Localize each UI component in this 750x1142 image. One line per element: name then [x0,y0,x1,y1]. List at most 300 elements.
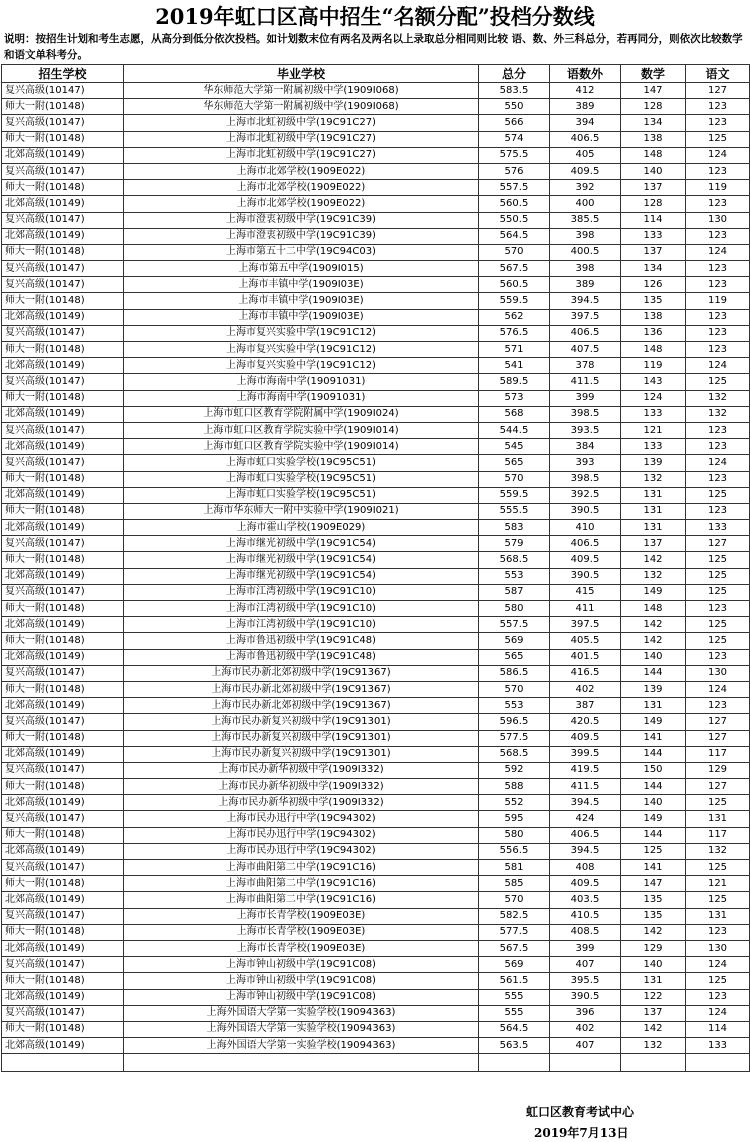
admitting-school-cell: 北郊高级(10149) [2,309,124,325]
table-body [2,83,750,1054]
cme-score-cell: 390.5 [550,568,621,584]
chinese-score-cell: 123 [686,503,750,519]
math-score-cell: 135 [621,908,686,924]
chinese-score-cell: 123 [686,342,750,358]
admitting-school-cell: 复兴高级(10147) [2,325,124,341]
cme-score-cell: 394.5 [550,843,621,859]
header-math: 数学 [621,65,686,83]
math-score-cell: 139 [621,455,686,471]
math-score-cell: 133 [621,228,686,244]
table-row [2,471,750,487]
chinese-score-cell: 123 [686,115,750,131]
graduating-school-cell: 上海市鲁迅初级中学(19C91C48) [124,649,479,665]
graduating-school-cell: 上海外国语大学第一实验学校(19094363) [124,1021,479,1037]
chinese-score-cell: 125 [686,374,750,390]
cme-score-cell: 392.5 [550,487,621,503]
chinese-score-cell: 125 [686,633,750,649]
total-score-cell: 576.5 [479,325,550,341]
graduating-school-cell: 上海市北虹初级中学(19C91C27) [124,115,479,131]
cme-score-cell: 407.5 [550,342,621,358]
admitting-school-cell: 师大一附(10148) [2,1021,124,1037]
math-score-cell: 149 [621,584,686,600]
math-score-cell: 138 [621,131,686,147]
admitting-school-cell: 复兴高级(10147) [2,212,124,228]
cme-score-cell: 406.5 [550,827,621,843]
chinese-score-cell: 125 [686,973,750,989]
math-score-cell: 133 [621,439,686,455]
table-row [2,649,750,665]
total-score-cell: 574 [479,131,550,147]
chinese-score-cell: 119 [686,180,750,196]
graduating-school-cell: 上海市虹口实验学校(19C95C51) [124,487,479,503]
table-row [2,681,750,697]
math-score-cell: 150 [621,762,686,778]
table-row [2,633,750,649]
math-score-cell: 126 [621,277,686,293]
cme-score-cell: 416.5 [550,665,621,681]
total-score-cell: 577.5 [479,730,550,746]
chinese-score-cell: 132 [686,406,750,422]
admitting-school-cell: 北郊高级(10149) [2,746,124,762]
table-row [2,940,750,956]
table-row [2,358,750,374]
chinese-score-cell: 124 [686,244,750,260]
total-score-cell: 575.5 [479,147,550,163]
graduating-school-cell: 上海市复兴实验中学(19C91C12) [124,358,479,374]
chinese-score-cell: 123 [686,649,750,665]
total-score-cell: 583 [479,520,550,536]
chinese-score-cell: 117 [686,827,750,843]
chinese-score-cell: 127 [686,714,750,730]
graduating-school-cell: 上海市第五中学(1909I015) [124,261,479,277]
cme-score-cell: 412 [550,83,621,99]
total-score-cell: 555 [479,1005,550,1021]
admitting-school-cell: 师大一附(10148) [2,973,124,989]
admitting-school-cell: 复兴高级(10147) [2,163,124,179]
chinese-score-cell: 123 [686,309,750,325]
graduating-school-cell: 上海市长青学校(1909E03E) [124,908,479,924]
cme-score-cell: 390.5 [550,989,621,1005]
math-score-cell: 142 [621,1021,686,1037]
chinese-score-cell: 125 [686,131,750,147]
graduating-school-cell: 上海市虹口区教育学院实验中学(1909I014) [124,439,479,455]
total-score-cell: 589.5 [479,374,550,390]
admitting-school-cell: 北郊高级(10149) [2,520,124,536]
admitting-school-cell: 北郊高级(10149) [2,147,124,163]
chinese-score-cell: 125 [686,568,750,584]
cme-score-cell: 424 [550,811,621,827]
math-score-cell: 149 [621,714,686,730]
admitting-school-cell: 北郊高级(10149) [2,795,124,811]
math-score-cell: 142 [621,633,686,649]
total-score-cell: 555 [479,989,550,1005]
graduating-school-cell: 上海市长青学校(1909E03E) [124,940,479,956]
graduating-school-cell: 上海市民办新华初级中学(1909I332) [124,779,479,795]
total-score-cell: 544.5 [479,422,550,438]
total-score-cell: 585 [479,876,550,892]
graduating-school-cell: 上海市丰镇中学(1909I03E) [124,293,479,309]
table-row [2,568,750,584]
table-row [2,520,750,536]
total-score-cell: 564.5 [479,1021,550,1037]
math-score-cell: 137 [621,1005,686,1021]
math-score-cell: 131 [621,520,686,536]
chinese-score-cell: 123 [686,601,750,617]
graduating-school-cell: 上海市江湾初级中学(19C91C10) [124,601,479,617]
table-row [2,228,750,244]
math-score-cell: 133 [621,406,686,422]
math-score-cell: 129 [621,940,686,956]
graduating-school-cell: 上海市继光初级中学(19C91C54) [124,536,479,552]
graduating-school-cell: 上海市丰镇中学(1909I03E) [124,309,479,325]
chinese-score-cell: 124 [686,681,750,697]
cme-score-cell: 409.5 [550,163,621,179]
table-row [2,374,750,390]
cme-score-cell: 402 [550,681,621,697]
header-chinese-math-english: 语数外 [550,65,621,83]
math-score-cell: 140 [621,957,686,973]
table-row [2,163,750,179]
total-score-cell: 577.5 [479,924,550,940]
cme-score-cell: 410.5 [550,908,621,924]
table-row [2,924,750,940]
math-score-cell: 147 [621,876,686,892]
admitting-school-cell: 师大一附(10148) [2,293,124,309]
math-score-cell: 134 [621,261,686,277]
table-row [2,390,750,406]
table-row [2,277,750,293]
admitting-school-cell: 北郊高级(10149) [2,617,124,633]
chinese-score-cell: 125 [686,487,750,503]
math-score-cell: 148 [621,342,686,358]
cme-score-cell: 405.5 [550,633,621,649]
total-score-cell: 565 [479,649,550,665]
graduating-school-cell: 上海市江湾初级中学(19C91C10) [124,617,479,633]
table-row [2,244,750,260]
admitting-school-cell: 师大一附(10148) [2,390,124,406]
total-score-cell: 562 [479,309,550,325]
math-score-cell: 137 [621,244,686,260]
total-score-cell: 569 [479,957,550,973]
admitting-school-cell: 复兴高级(10147) [2,374,124,390]
total-score-cell: 569 [479,633,550,649]
graduating-school-cell: 上海市民办新北郊初级中学(19C91367) [124,681,479,697]
chinese-score-cell: 117 [686,746,750,762]
table-row [2,147,750,163]
chinese-score-cell: 133 [686,520,750,536]
total-score-cell: 580 [479,827,550,843]
total-score-cell: 550.5 [479,212,550,228]
graduating-school-cell: 上海市民办新北郊初级中学(19C91367) [124,698,479,714]
graduating-school-cell: 上海市民办迅行中学(19C94302) [124,811,479,827]
math-score-cell: 135 [621,293,686,309]
table-row [2,779,750,795]
cme-score-cell: 394.5 [550,795,621,811]
graduating-school-cell: 上海市虹口实验学校(19C95C51) [124,455,479,471]
graduating-school-cell: 上海市北郊学校(1909E022) [124,180,479,196]
total-score-cell: 588 [479,779,550,795]
total-score-cell: 580 [479,601,550,617]
admitting-school-cell: 复兴高级(10147) [2,83,124,99]
admitting-school-cell: 师大一附(10148) [2,779,124,795]
admitting-school-cell: 复兴高级(10147) [2,811,124,827]
graduating-school-cell: 上海市复兴实验中学(19C91C12) [124,342,479,358]
graduating-school-cell: 上海市丰镇中学(1909I03E) [124,277,479,293]
table-row [2,455,750,471]
math-score-cell: 144 [621,665,686,681]
table-row [2,973,750,989]
admitting-school-cell: 师大一附(10148) [2,180,124,196]
graduating-school-cell: 上海市海南中学(19091031) [124,390,479,406]
table-row [2,293,750,309]
cme-score-cell: 407 [550,1038,621,1054]
admitting-school-cell: 师大一附(10148) [2,730,124,746]
table-row [2,1021,750,1037]
admitting-school-cell: 师大一附(10148) [2,503,124,519]
graduating-school-cell: 上海市江湾初级中学(19C91C10) [124,584,479,600]
graduating-school-cell: 上海市复兴实验中学(19C91C12) [124,325,479,341]
chinese-score-cell: 130 [686,212,750,228]
table-row [2,698,750,714]
table-row [2,309,750,325]
chinese-score-cell: 133 [686,1038,750,1054]
admitting-school-cell: 复兴高级(10147) [2,277,124,293]
chinese-score-cell: 123 [686,471,750,487]
cme-score-cell: 390.5 [550,503,621,519]
total-score-cell: 545 [479,439,550,455]
total-score-cell: 565 [479,455,550,471]
graduating-school-cell: 华东师范大学第一附属初级中学(1909I068) [124,99,479,115]
admitting-school-cell: 复兴高级(10147) [2,714,124,730]
total-score-cell: 570 [479,471,550,487]
table-row [2,552,750,568]
total-score-cell: 568 [479,406,550,422]
admitting-school-cell: 复兴高级(10147) [2,584,124,600]
graduating-school-cell: 上海市钟山初级中学(19C91C08) [124,989,479,1005]
table-row [2,746,750,762]
math-score-cell: 128 [621,99,686,115]
cme-score-cell: 387 [550,698,621,714]
chinese-score-cell: 131 [686,908,750,924]
chinese-score-cell: 123 [686,698,750,714]
math-score-cell: 131 [621,503,686,519]
table-row [2,536,750,552]
graduating-school-cell: 上海市继光初级中学(19C91C54) [124,552,479,568]
chinese-score-cell: 132 [686,843,750,859]
chinese-score-cell: 123 [686,277,750,293]
chinese-score-cell: 123 [686,228,750,244]
math-score-cell: 137 [621,536,686,552]
admitting-school-cell: 师大一附(10148) [2,471,124,487]
graduating-school-cell: 上海市华东师大一附中实验中学(1909I021) [124,503,479,519]
chinese-score-cell: 124 [686,147,750,163]
header-chinese: 语文 [686,65,750,83]
admitting-school-cell: 复兴高级(10147) [2,261,124,277]
admitting-school-cell: 师大一附(10148) [2,876,124,892]
cme-score-cell: 393.5 [550,422,621,438]
math-score-cell: 143 [621,374,686,390]
graduating-school-cell: 上海市钟山初级中学(19C91C08) [124,957,479,973]
graduating-school-cell: 上海市虹口区教育学院实验中学(1909I014) [124,422,479,438]
graduating-school-cell: 上海市民办新华初级中学(1909I332) [124,795,479,811]
cme-score-cell: 398.5 [550,471,621,487]
table-row [2,487,750,503]
cme-score-cell: 415 [550,584,621,600]
chinese-score-cell: 124 [686,455,750,471]
chinese-score-cell: 119 [686,293,750,309]
table-row [2,762,750,778]
cme-score-cell: 402 [550,1021,621,1037]
math-score-cell: 122 [621,989,686,1005]
admitting-school-cell: 复兴高级(10147) [2,422,124,438]
admitting-school-cell: 北郊高级(10149) [2,892,124,908]
total-score-cell: 571 [479,342,550,358]
admitting-school-cell: 北郊高级(10149) [2,196,124,212]
cme-score-cell: 399 [550,390,621,406]
cme-score-cell: 394.5 [550,293,621,309]
chinese-score-cell: 130 [686,940,750,956]
chinese-score-cell: 125 [686,795,750,811]
math-score-cell: 141 [621,860,686,876]
math-score-cell: 140 [621,163,686,179]
table-row [2,131,750,147]
admitting-school-cell: 北郊高级(10149) [2,843,124,859]
admitting-school-cell: 北郊高级(10149) [2,649,124,665]
graduating-school-cell: 上海市北虹初级中学(19C91C27) [124,131,479,147]
math-score-cell: 144 [621,779,686,795]
total-score-cell: 587 [479,584,550,600]
graduating-school-cell: 上海市民办迅行中学(19C94302) [124,843,479,859]
math-score-cell: 138 [621,309,686,325]
table-row [2,860,750,876]
total-score-cell: 579 [479,536,550,552]
admitting-school-cell: 北郊高级(10149) [2,698,124,714]
cme-score-cell: 398.5 [550,406,621,422]
admitting-school-cell: 复兴高级(10147) [2,1005,124,1021]
header-admitting-school: 招生学校 [2,65,124,83]
admitting-school-cell: 北郊高级(10149) [2,1038,124,1054]
page-title: 2019年虹口区高中招生“名额分配”投档分数线 [155,4,595,29]
admitting-school-cell: 师大一附(10148) [2,131,124,147]
graduating-school-cell: 上海市民办新华初级中学(1909I332) [124,762,479,778]
cme-score-cell: 401.5 [550,649,621,665]
admitting-school-cell: 复兴高级(10147) [2,957,124,973]
total-score-cell: 541 [479,358,550,374]
total-score-cell: 573 [479,390,550,406]
total-score-cell: 568.5 [479,552,550,568]
chinese-score-cell: 123 [686,422,750,438]
cme-score-cell: 408 [550,860,621,876]
total-score-cell: 568.5 [479,746,550,762]
chinese-score-cell: 123 [686,261,750,277]
math-score-cell: 149 [621,811,686,827]
graduating-school-cell: 上海市民办新北郊初级中学(19C91367) [124,665,479,681]
score-table [1,64,750,1072]
cme-score-cell: 411 [550,601,621,617]
chinese-score-cell: 123 [686,196,750,212]
math-score-cell: 148 [621,147,686,163]
admitting-school-cell: 师大一附(10148) [2,244,124,260]
cme-score-cell: 393 [550,455,621,471]
math-score-cell: 132 [621,1038,686,1054]
admitting-school-cell: 北郊高级(10149) [2,358,124,374]
math-score-cell: 137 [621,180,686,196]
admitting-school-cell: 北郊高级(10149) [2,487,124,503]
math-score-cell: 114 [621,212,686,228]
graduating-school-cell: 上海市继光初级中学(19C91C54) [124,568,479,584]
admitting-school-cell: 复兴高级(10147) [2,536,124,552]
total-score-cell: 559.5 [479,487,550,503]
total-score-cell: 553 [479,698,550,714]
header-total-score: 总分 [479,65,550,83]
math-score-cell: 128 [621,196,686,212]
cme-score-cell: 398 [550,261,621,277]
table-row [2,601,750,617]
total-score-cell: 576 [479,163,550,179]
table-row [2,989,750,1005]
total-score-cell: 561.5 [479,973,550,989]
math-score-cell: 142 [621,924,686,940]
cme-score-cell: 400.5 [550,244,621,260]
admitting-school-cell: 师大一附(10148) [2,633,124,649]
graduating-school-cell: 上海外国语大学第一实验学校(19094363) [124,1038,479,1054]
math-score-cell: 139 [621,681,686,697]
table-row [2,503,750,519]
chinese-score-cell: 129 [686,762,750,778]
cme-score-cell: 410 [550,520,621,536]
total-score-cell: 583.5 [479,83,550,99]
table-row [2,212,750,228]
total-score-cell: 555.5 [479,503,550,519]
graduating-school-cell: 上海市曲阳第二中学(19C91C16) [124,860,479,876]
table-row [2,261,750,277]
table-row [2,892,750,908]
cme-score-cell: 409.5 [550,730,621,746]
cme-score-cell: 395.5 [550,973,621,989]
total-score-cell: 557.5 [479,617,550,633]
graduating-school-cell: 上海市虹口实验学校(19C95C51) [124,471,479,487]
chinese-score-cell: 123 [686,989,750,1005]
graduating-school-cell: 上海市民办新复兴初级中学(19C91301) [124,730,479,746]
chinese-score-cell: 127 [686,730,750,746]
table-row [2,843,750,859]
cme-score-cell: 407 [550,957,621,973]
math-score-cell: 136 [621,325,686,341]
math-score-cell: 144 [621,746,686,762]
chinese-score-cell: 121 [686,876,750,892]
cme-score-cell: 396 [550,1005,621,1021]
header-graduating-school: 毕业学校 [124,65,479,83]
graduating-school-cell: 上海市海南中学(19091031) [124,374,479,390]
cme-score-cell: 406.5 [550,131,621,147]
chinese-score-cell: 123 [686,439,750,455]
admitting-school-cell: 复兴高级(10147) [2,762,124,778]
math-score-cell: 134 [621,115,686,131]
math-score-cell: 131 [621,973,686,989]
chinese-score-cell: 130 [686,665,750,681]
cme-score-cell: 397.5 [550,617,621,633]
cme-score-cell: 384 [550,439,621,455]
graduating-school-cell: 上海市民办新复兴初级中学(19C91301) [124,746,479,762]
cme-score-cell: 420.5 [550,714,621,730]
total-score-cell: 570 [479,892,550,908]
cme-score-cell: 411.5 [550,779,621,795]
chinese-score-cell: 123 [686,99,750,115]
admitting-school-cell: 师大一附(10148) [2,924,124,940]
graduating-school-cell: 上海市曲阳第二中学(19C91C16) [124,892,479,908]
table-row [2,325,750,341]
cme-score-cell: 389 [550,277,621,293]
